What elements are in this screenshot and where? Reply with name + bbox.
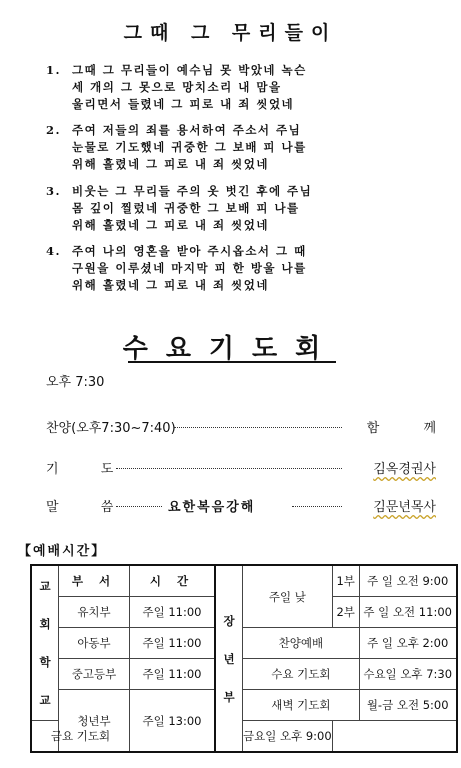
service-name: 수요 기도회	[243, 659, 360, 690]
group-label-adult	[215, 565, 243, 752]
service-title: 수요기도회	[122, 334, 339, 364]
dotted-leader	[116, 468, 342, 469]
verse-number: 4.	[46, 244, 62, 258]
sunday-day-label: 주일 낮	[243, 565, 333, 628]
program-value: 함 께	[366, 421, 436, 436]
program-label: 말 씀	[46, 500, 114, 515]
dept-name: 중고등부	[59, 659, 130, 690]
service-time: 금요일 오후 9:00	[243, 721, 333, 753]
header-time: 시 간	[130, 565, 216, 597]
church-school-text: 교 회 학 교	[39, 579, 51, 707]
sunday-part: 1부	[332, 565, 359, 597]
service-name: 찬양예배	[243, 628, 360, 659]
dept-name: 청년부	[59, 690, 130, 753]
dept-time: 주일 11:00	[130, 597, 216, 628]
service-time: 주 일 오후 2:00	[359, 628, 457, 659]
service-time-text: 오후 7:30	[46, 375, 105, 390]
sermon-title: 요한복음강해	[168, 500, 256, 515]
program-label: 기 도	[46, 462, 114, 477]
verse-line: 울리면서 들렸네 그 피로 내 죄 씻었네	[72, 97, 295, 111]
schedule-heading: 【예배시간】	[18, 544, 107, 559]
hymn-title: 그때 그 무리들이	[123, 22, 338, 44]
program-row-prayer	[46, 458, 436, 478]
sunday-part: 2부	[332, 597, 359, 628]
hymn-verse-1	[46, 62, 446, 113]
header-dept: 부 서	[59, 565, 130, 597]
verse-line: 주여 저들의 죄를 용서하여 주소서 주님	[72, 123, 302, 137]
verse-line: 위해 흘렸네 그 피로 내 죄 씻었네	[72, 218, 269, 232]
program-row-praise	[46, 417, 436, 437]
service-time: 월-금 오전 5:00	[359, 690, 457, 721]
service-time: 수요일 오후 7:30	[359, 659, 457, 690]
verse-line: 구원을 이루셨네 마지막 피 한 방울 나를	[72, 261, 307, 275]
sunday-time: 주 일 오전 9:00	[359, 565, 457, 597]
hymn-verse-2	[46, 122, 446, 173]
group-label-church-school	[31, 565, 59, 721]
verse-line: 눈물로 기도했네 귀중한 그 보배 피 나를	[72, 140, 307, 154]
worship-schedule-table	[30, 564, 458, 753]
hymn-verse-3	[46, 183, 446, 234]
verse-line: 위해 흘렸네 그 피로 내 죄 씻었네	[72, 157, 269, 171]
adult-group-text: 장 년 부	[223, 613, 235, 704]
dept-time: 주일 11:00	[130, 628, 216, 659]
service-name: 금요 기도회	[31, 721, 130, 753]
hymn-verse-4	[46, 243, 446, 294]
verse-line: 세 개의 그 못으로 망치소리 내 맘을	[72, 80, 282, 94]
dept-name: 아동부	[59, 628, 130, 659]
program-row-sermon	[46, 496, 436, 516]
service-name: 새벽 기도회	[243, 690, 360, 721]
sunday-time: 주 일 오전 11:00	[359, 597, 457, 628]
dotted-leader	[292, 506, 342, 507]
service-time	[46, 371, 436, 391]
verse-line: 비웃는 그 무리들 주의 옷 벗긴 후에 주님	[72, 184, 313, 198]
program-label: 찬양(오후7:30~7:40)	[46, 421, 176, 436]
verse-line: 그때 그 무리들이 예수님 못 박았네 녹슨	[72, 63, 307, 77]
title-underline	[128, 361, 336, 363]
verse-line: 위해 흘렸네 그 피로 내 죄 씻었네	[72, 278, 269, 292]
dept-name: 유치부	[59, 597, 130, 628]
verse-number: 1.	[46, 63, 62, 77]
program-value: 김문년목사	[373, 500, 436, 515]
verse-number: 3.	[46, 184, 62, 198]
verse-line: 몸 깊이 찔렀네 귀중한 그 보배 피 나를	[72, 201, 300, 215]
program-value: 김옥경권사	[373, 462, 436, 477]
dotted-leader	[174, 427, 342, 428]
dept-time: 주일 13:00	[130, 690, 216, 753]
verse-line: 주여 나의 영혼을 받아 주시옵소서 그 때	[72, 244, 307, 258]
dotted-leader	[116, 506, 162, 507]
verse-number: 2.	[46, 123, 62, 137]
dept-time: 주일 11:00	[130, 659, 216, 690]
